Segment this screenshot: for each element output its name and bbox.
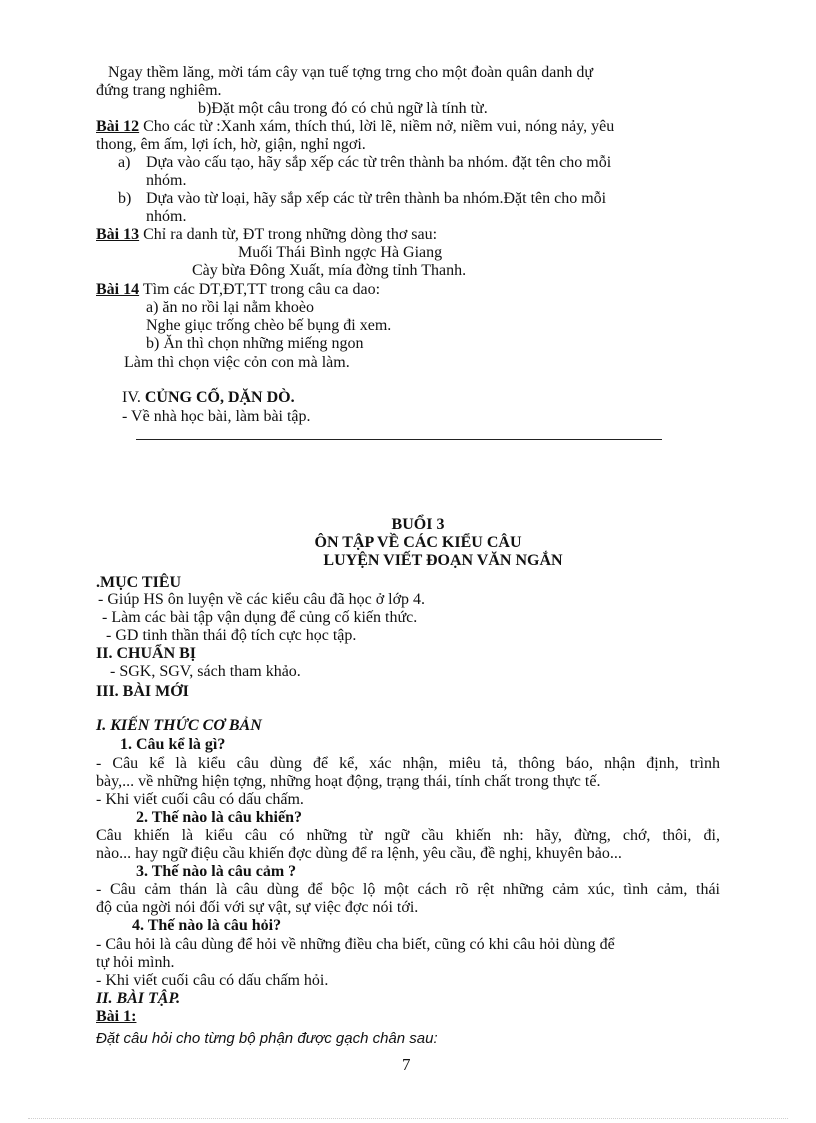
bai12-a-line: nhóm. bbox=[146, 172, 187, 189]
section-iv-heading bbox=[122, 389, 295, 407]
bai13-text: Chỉ ra danh từ, ĐT trong những dòng thơ sau: bbox=[139, 226, 438, 243]
objectives-heading: .MỤC TIÊU bbox=[96, 574, 182, 591]
question-heading: 4. Thế nào là câu hỏi? bbox=[132, 917, 282, 934]
bai13-line bbox=[96, 226, 437, 244]
section-iv-line: - Về nhà học bài, làm bài tập. bbox=[122, 408, 311, 425]
answer-line: - Câu kể là kiểu câu dùng để kể, xác nhận, miêu tả, thông báo, nhận định, trình bbox=[96, 755, 720, 772]
bai12-line: thong, êm ấm, lợi ích, hờ, giận, nghỉ ngơi. bbox=[96, 136, 366, 153]
bai14-label: Bài 14 bbox=[96, 281, 140, 298]
paragraph-line: đứng trang nghiêm. bbox=[96, 82, 222, 99]
bai14-text: Tìm các DT,ĐT,TT trong câu ca dao: bbox=[139, 281, 381, 298]
exercise-1-label: Bài 1: bbox=[96, 1008, 137, 1025]
answer-line: - Khi viết cuối câu có dấu chấm hỏi. bbox=[96, 972, 329, 989]
page-bottom-border bbox=[28, 1118, 788, 1119]
answer-line: tự hỏi mình. bbox=[96, 954, 175, 971]
poem-line: Cày bừa Đông Xuất, mía đờng tỉnh Thanh. bbox=[192, 262, 467, 279]
divider bbox=[136, 439, 662, 440]
section-iv-number: IV. bbox=[122, 389, 145, 406]
exercise-instruction: b)Đặt một câu trong đó có chủ ngữ là tính từ. bbox=[198, 100, 488, 117]
answer-line: nào... hay ngữ điệu cầu khiến đợc dùng để ra lệnh, yêu cầu, đề nghị, khuyên bảo... bbox=[96, 845, 622, 862]
exercises-heading: II. BÀI TẬP. bbox=[96, 990, 181, 1007]
folk-verse-line: b) Ăn thì chọn những miếng ngon bbox=[146, 335, 364, 352]
poem-line: Muối Thái Bình ngợc Hà Giang bbox=[238, 244, 443, 261]
page-number: 7 bbox=[402, 1055, 411, 1074]
paragraph-line: Ngay thềm lăng, mời tám cây vạn tuế tợng trng cho một đoàn quân danh dự bbox=[108, 64, 594, 81]
section-iv-title: CỦNG CỐ, DẶN DÒ. bbox=[144, 389, 295, 406]
bai12-b-line: nhóm. bbox=[146, 208, 187, 225]
objectives-line: - GD tinh thần thái độ tích cực học tập. bbox=[106, 627, 357, 644]
answer-line: - Câu cảm thán là câu dùng để bộc lộ một cách rõ rệt những cảm xúc, tình cảm, thái bbox=[96, 881, 720, 898]
bai12-label: Bài 12 bbox=[96, 118, 140, 135]
bai12-b-marker: b) bbox=[118, 190, 132, 207]
knowledge-heading: I. KIẾN THỨC CƠ BẢN bbox=[96, 717, 262, 734]
folk-verse-line: Làm thì chọn việc cỏn con mà làm. bbox=[124, 354, 350, 371]
bai14-line bbox=[96, 281, 380, 299]
bai12-a-marker: a) bbox=[118, 154, 131, 171]
question-heading: 1. Câu kể là gì? bbox=[120, 736, 226, 753]
objectives-line: - Giúp HS ôn luyện về các kiểu câu đã học ở lớp 4. bbox=[98, 591, 426, 608]
lesson-subtitle: LUYỆN VIẾT ĐOẠN VĂN NGẮN bbox=[323, 552, 563, 569]
answer-line: - Khi viết cuối câu có dấu chấm. bbox=[96, 791, 304, 808]
lesson-subtitle: ÔN TẬP VỀ CÁC KIỂU CÂU bbox=[314, 534, 522, 551]
answer-line: độ của ngời nói đối với sự vật, sự việc đợc nói tới. bbox=[96, 899, 419, 916]
answer-line: Câu khiến là kiểu câu có những từ ngữ cầu khiến nh: hãy, đừng, chớ, thôi, đi, bbox=[96, 827, 720, 844]
folk-verse-line: Nghe giục trống chèo bế bụng đi xem. bbox=[146, 317, 392, 334]
exercise-1-instruction: Đặt câu hỏi cho từng bộ phận được gạch chân sau: bbox=[96, 1030, 438, 1047]
new-lesson-heading: III. BÀI MỚI bbox=[96, 683, 189, 700]
question-heading: 3. Thế nào là câu cảm ? bbox=[136, 863, 297, 880]
answer-line: bày,... về những hiện tợng, những hoạt động, trạng thái, tính chất trong thực tế. bbox=[96, 773, 601, 790]
question-heading: 2. Thế nào là câu khiến? bbox=[136, 809, 302, 826]
lesson-title: BUỔI 3 bbox=[391, 516, 445, 533]
folk-verse-line: a) ăn no rồi lại nằm khoèo bbox=[146, 299, 314, 316]
bai12-b-line: Dựa vào từ loại, hãy sắp xếp các từ trên thành ba nhóm.Đặt tên cho mỗi bbox=[146, 190, 607, 207]
preparation-heading: II. CHUẨN BỊ bbox=[96, 645, 197, 662]
preparation-line: - SGK, SGV, sách tham khảo. bbox=[110, 663, 301, 680]
bai12-a-line: Dựa vào cấu tạo, hãy sắp xếp các từ trên thành ba nhóm. đặt tên cho mỗi bbox=[146, 154, 612, 171]
bai13-label: Bài 13 bbox=[96, 226, 140, 243]
bai12-line bbox=[96, 118, 614, 136]
bai12-text: Cho các từ :Xanh xám, thích thú, lời lẽ, niềm nở, niềm vui, nóng nảy, yêu bbox=[139, 118, 615, 135]
answer-line: - Câu hỏi là câu dùng để hỏi về những điều cha biết, cũng có khi câu hỏi dùng để bbox=[96, 936, 615, 953]
objectives-line: - Làm các bài tập vận dụng để củng cố kiến thức. bbox=[102, 609, 418, 626]
